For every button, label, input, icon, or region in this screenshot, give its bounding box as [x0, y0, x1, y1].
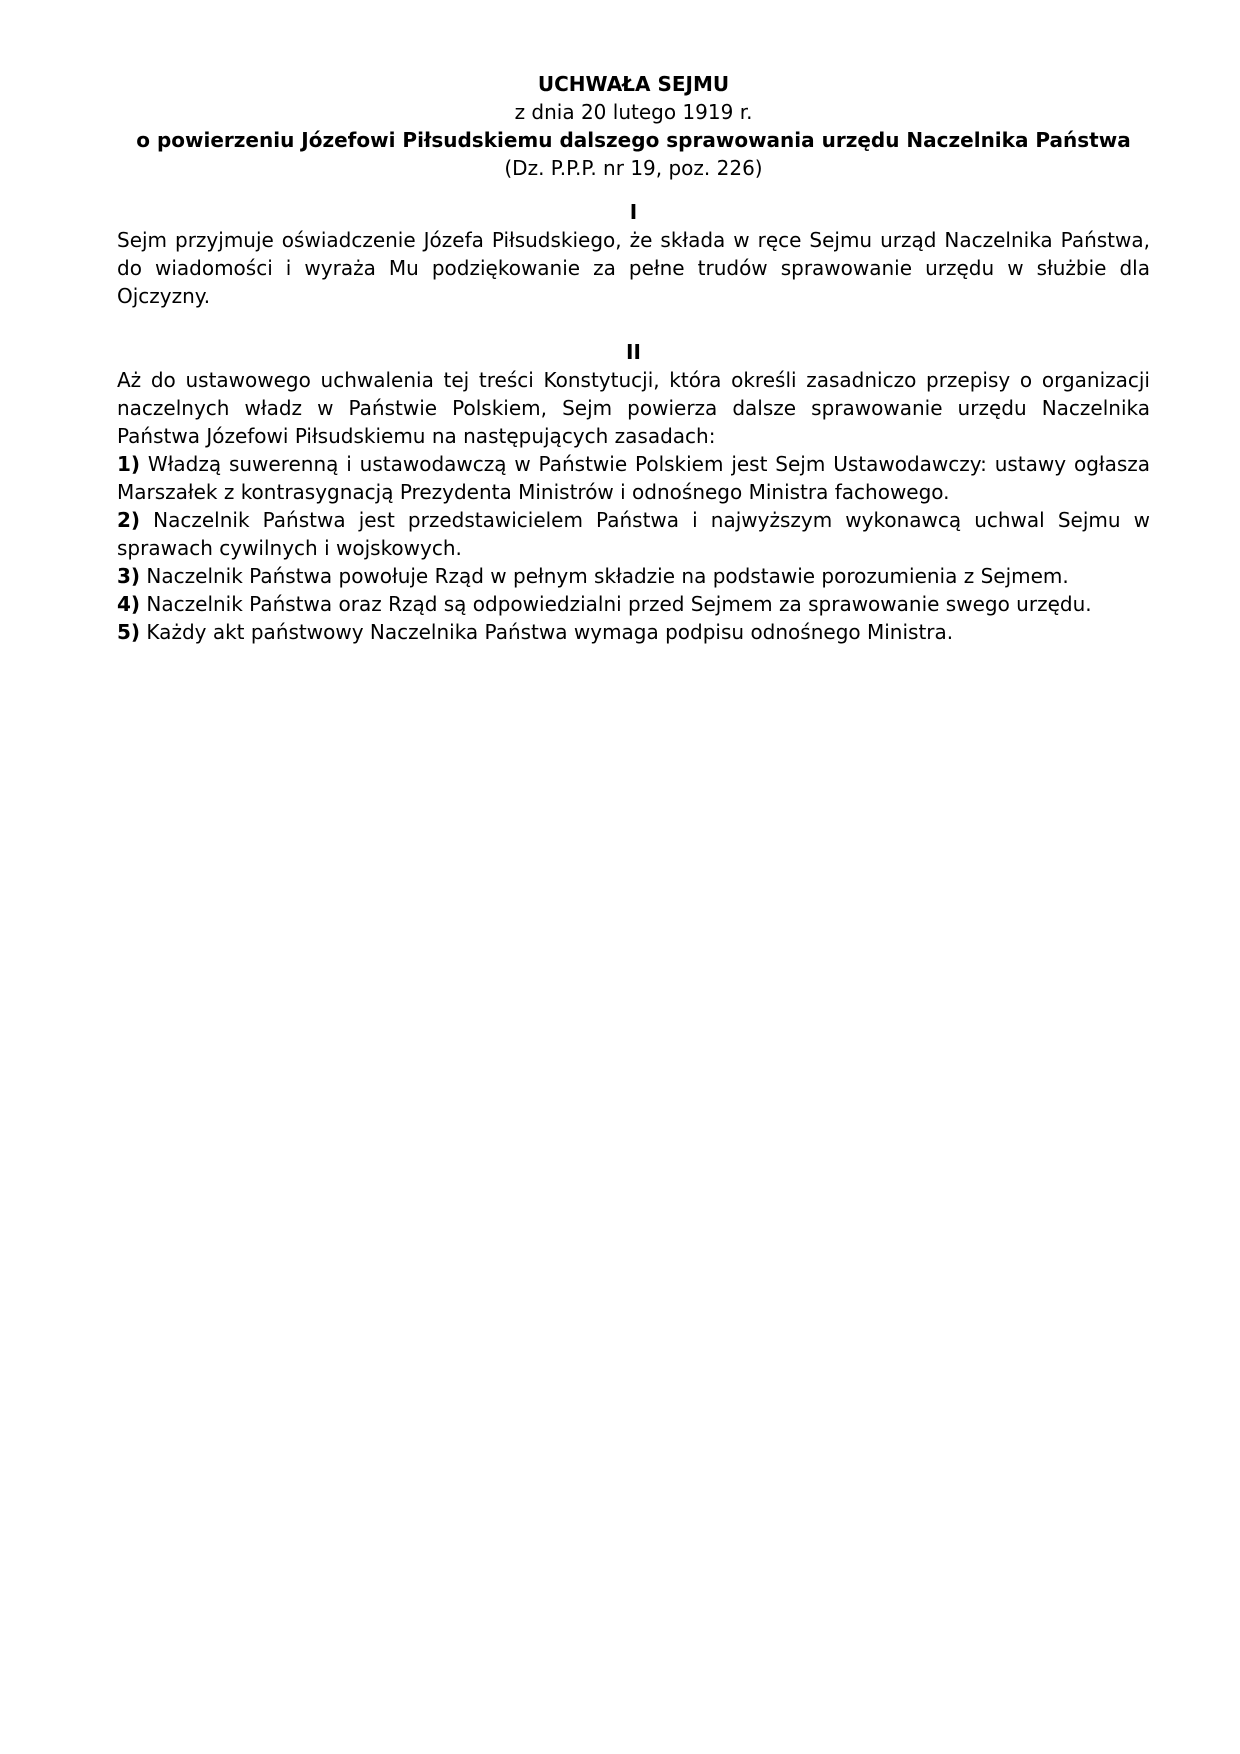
- point-text: Każdy akt państwowy Naczelnika Państwa wymaga podpisu odnośnego Ministra.: [146, 620, 954, 644]
- document-title: UCHWAŁA SEJMU: [537, 72, 730, 96]
- list-item: [117, 506, 1150, 562]
- point-text: Naczelnik Państwa powołuje Rząd w pełnym składzie na podstawie porozumienia z Sejmem.: [146, 564, 1069, 588]
- list-item: [117, 590, 1150, 618]
- section-text: Aż do ustawowego uchwalenia tej treści Konstytucji, która określi zasadniczo przepisy o organizacji naczelnych władz w Państwie Polskiem, Sejm powierza dalsze sprawowanie urzędu Naczelnika Państwa Józefowi Piłsudskiemu na następujących zasadach:: [117, 368, 1150, 448]
- document-page: [117, 70, 1150, 646]
- list-item: [117, 562, 1150, 590]
- list-item: [117, 618, 1150, 646]
- list-item: [117, 450, 1150, 506]
- section-ii: [117, 338, 1150, 646]
- point-text: Naczelnik Państwa oraz Rząd są odpowiedzialni przed Sejmem za sprawowanie swego urzędu.: [146, 592, 1092, 616]
- point-number: 4): [117, 592, 141, 616]
- document-header: [117, 70, 1150, 182]
- point-number: 3): [117, 564, 141, 588]
- section-text: Sejm przyjmuje oświadczenie Józefa Piłsudskiego, że składa w ręce Sejmu urząd Naczelnika Państwa, do wiadomości i wyraża Mu podziękowanie za pełne trudów sprawowanie urzędu w służbie dla Ojczyzny.: [117, 228, 1150, 308]
- document-date: z dnia 20 lutego 1919 r.: [514, 100, 753, 124]
- point-text: Naczelnik Państwa jest przedstawicielem Państwa i najwyższym wykonawcą uchwal Sejmu w sprawach cywilnych i wojskowych.: [117, 508, 1150, 560]
- document-reference: (Dz. P.P.P. nr 19, poz. 226): [504, 156, 763, 180]
- point-number: 5): [117, 620, 141, 644]
- point-text: Władzą suwerenną i ustawodawczą w Państwie Polskiem jest Sejm Ustawodawczy: ustawy ogłasza Marszałek z kontrasygnacją Prezydenta Ministrów i odnośnego Ministra fachowego.: [117, 452, 1150, 504]
- point-number: 2): [117, 508, 141, 532]
- section-number: II: [626, 340, 641, 364]
- section-i: [117, 198, 1150, 310]
- document-subtitle: o powierzeniu Józefowi Piłsudskiemu dalszego sprawowania urzędu Naczelnika Państwa: [136, 128, 1131, 152]
- section-number: I: [629, 200, 638, 224]
- point-number: 1): [117, 452, 141, 476]
